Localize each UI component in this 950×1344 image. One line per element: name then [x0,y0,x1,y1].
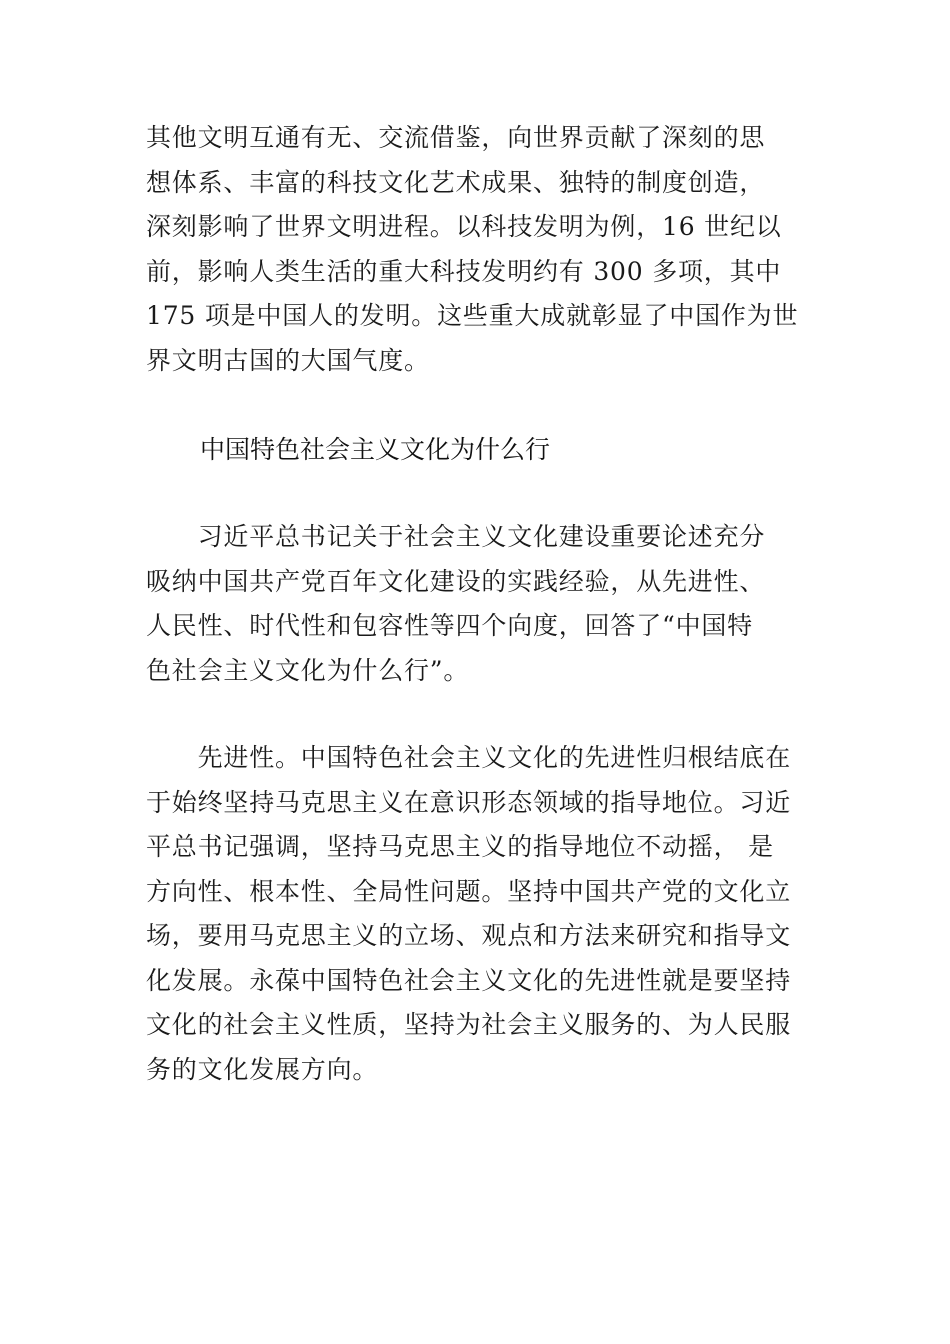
text-line: 前，影响人类生活的重大科技发明约有 300 多项，其中 [146,256,782,286]
text-line: 方向性、根本性、全局性问题。坚持中国共产党的文化立 [146,876,792,906]
text-line: 文化的社会主义性质，坚持为社会主义服务的、为人民服 [146,1010,792,1039]
paragraph-intro [146,515,826,693]
paragraph-civilization-exchange [146,116,826,383]
text-line: 平总书记强调，坚持马克思主义的指导地位不动摇， 是 [146,832,774,861]
text-line: 界文明古国的大国气度。 [146,345,430,375]
paragraph-advanced-nature [146,736,826,1092]
text-line: 于始终坚持马克思主义在意识形态领域的指导地位。习近 [146,787,792,817]
text-line: 化发展。永葆中国特色社会主义文化的先进性就是要坚持 [146,965,792,995]
text-line: 想体系、丰富的科技文化艺术成果、独特的制度创造， [146,167,766,197]
text-line: 吸纳中国共产党百年文化建设的实践经验，从先进性、 [146,566,766,596]
text-line: 习近平总书记关于社会主义文化建设重要论述充分 [146,522,766,551]
text-line: 175 项是中国人的发明。这些重大成就彰显了中国作为世 [146,301,799,330]
text-line: 深刻影响了世界文明进程。以科技发明为例，16 世纪以 [146,212,782,241]
text-line: 色社会主义文化为什么行”。 [146,655,470,685]
text-line: 人民性、时代性和包容性等四个向度，回答了“中国特 [146,611,753,640]
text-line: 场，要用马克思主义的立场、观点和方法来研究和指导文 [146,921,792,950]
text-line: 先进性。中国特色社会主义文化的先进性归根结底在 [146,743,792,772]
text-line: 其他文明互通有无、交流借鉴，向世界贡献了深刻的思 [146,123,766,152]
text-line: 务的文化发展方向。 [146,1054,379,1084]
section-heading: 中国特色社会主义文化为什么行 [200,435,551,464]
